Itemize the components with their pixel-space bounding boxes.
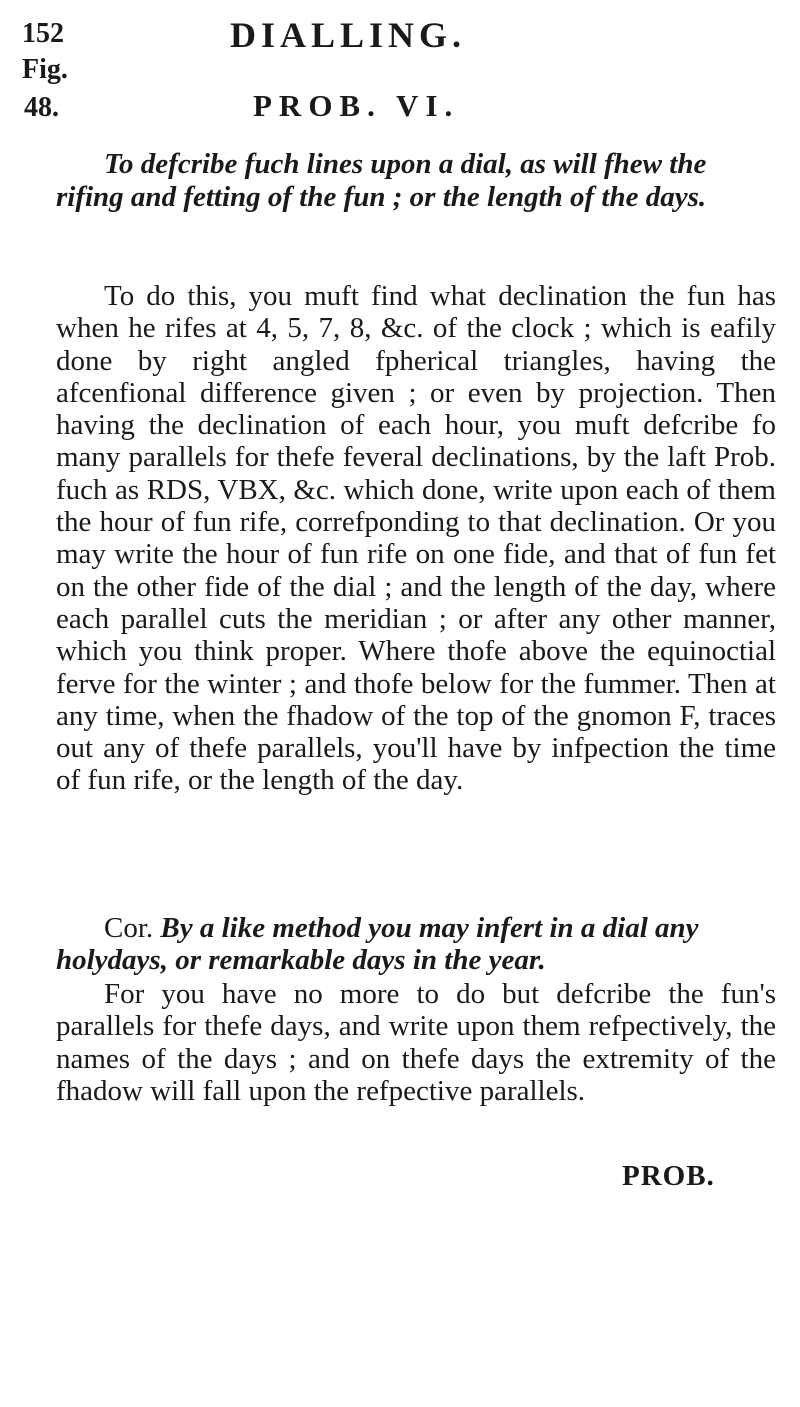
catchword: PROB. — [622, 1160, 715, 1192]
corollary-label: Cor. — [104, 912, 154, 944]
problem-heading: PROB. VI. — [253, 88, 460, 123]
figure-label: Fig. — [22, 54, 68, 85]
problem-body-text: To do this, you muft find what declination the fun has when he rifes at 4, 5, 7, 8, &c. of the clock ; which is eafily done by right angled fpherical triangles, having the afcenfional difference given ; or even by projection. Then having the declination of each hour, you muft defcribe fo many parallels for thefe feveral declinations, by the laft Prob. fuch as RDS, VBX, &c. which done, write upon each of them the hour of fun rife, correfponding to that declination. Or you may write the hour of fun rife on one fide, and that of fun fet on the other fide of the dial ; and the length of the day, where each parallel cuts the meridian ; or after any other manner, which you think proper. Where thofe above the equinoctial ferve for the winter ; and thofe below for the fummer. Then at any time, when the fhadow of the top of the gnomon F, traces out any of thefe parallels, you'll have by infpection the time of fun rife, or the length of the day. — [56, 280, 776, 797]
corollary — [56, 912, 776, 977]
page-number: 152 — [22, 18, 64, 49]
problem-body — [56, 280, 776, 797]
running-head: DIALLING. — [230, 15, 467, 55]
corollary-body — [56, 978, 776, 1107]
corollary-title: By a like method you may infert in a dial any holydays, or remarkable days in the year. — [56, 912, 699, 977]
problem-statement-text: To defcribe fuch lines upon a dial, as will fhew the rifing and fetting of the fun ; or the length of the days. — [56, 148, 707, 213]
corollary-body-text: For you have no more to do but defcribe the fun's parallels for thefe days, and write upon them refpectively, the names of the days ; and on thefe days the extremity of the fhadow will fall upon the refpective parallels. — [56, 978, 776, 1107]
problem-statement — [56, 148, 776, 214]
corollary-statement — [56, 912, 776, 977]
figure-number: 48. — [24, 92, 59, 123]
